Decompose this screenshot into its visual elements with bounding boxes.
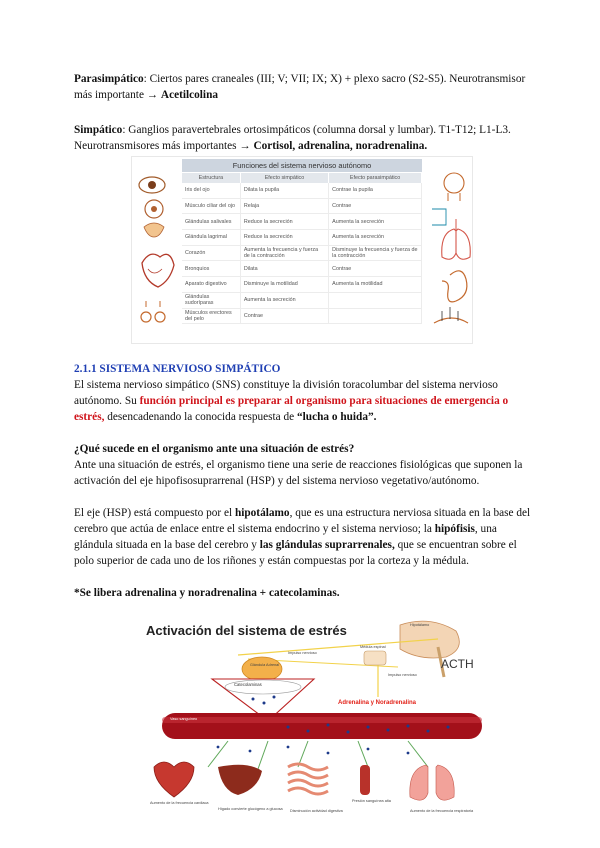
sns-lucha-o-huida: “lucha o huida”. xyxy=(297,411,377,423)
table-row xyxy=(182,198,422,214)
hsp-hipofisis: hipófisis xyxy=(434,523,475,535)
impulso2-label: Impulso nervioso xyxy=(388,673,417,677)
table-row xyxy=(182,261,422,277)
cell: Aparato digestivo xyxy=(182,277,240,293)
hsp-text-a: El eje (HSP) está compuesto por el xyxy=(74,507,235,519)
table-row xyxy=(182,308,422,324)
cell: Glándulas sudoríparas xyxy=(182,292,240,308)
cell: Iris del ojo xyxy=(182,183,240,198)
paragraph-hsp xyxy=(74,505,534,569)
sns-text-a: El sistema nervioso simpático (SNS) constituye la división toracolumbar del sistema nervioso autónomo. Su xyxy=(74,379,498,407)
glandula-label: Glándula Adrenal xyxy=(250,663,280,667)
note-text: *Se libera adrenalina y noradrenalina + catecolaminas. xyxy=(74,587,340,599)
sns-text-b: desencadenando la conocida respuesta de xyxy=(104,411,298,423)
cell: Contrae xyxy=(240,308,328,324)
cell: Aumenta la secreción xyxy=(329,230,422,246)
table-row xyxy=(182,214,422,230)
question-heading xyxy=(74,441,534,457)
cell: Relaja xyxy=(240,198,328,214)
autonomic-functions-figure xyxy=(131,156,473,344)
table-row xyxy=(182,183,422,198)
cell: Glándulas salivales xyxy=(182,214,240,230)
hsp-text-d: , una glándula situada en la base del cerebro y xyxy=(74,523,497,551)
cell: Aumenta la secreción xyxy=(329,214,422,230)
cell: Reduce la secreción xyxy=(240,230,328,246)
cell: Músculo ciliar del ojo xyxy=(182,198,240,214)
section-heading: 2.1.1 SISTEMA NERVIOSO SIMPÁTICO xyxy=(74,363,281,375)
hsp-text-e: que se encuentran sobre el polo superior de cada uno de los riñones y están compuestas por la corteza y la médula. xyxy=(74,539,517,567)
cell: Contrae la pupila xyxy=(329,183,422,198)
cell: Contrae xyxy=(329,198,422,214)
corazon-label: Aumento de la frecuencia cardiaca xyxy=(150,801,209,805)
medula-label: Médula espinal xyxy=(360,645,386,649)
vaso-label: Vaso sanguíneo xyxy=(170,717,198,721)
presion-label: Presión sanguínea alta xyxy=(352,799,391,803)
cell: Aumenta la motilidad xyxy=(329,277,422,293)
cell: Aumenta la secreción xyxy=(240,292,328,308)
table-row xyxy=(182,230,422,246)
text-parasimpatico: : Ciertos pares craneales (III; V; VII; IX; X) + plexo sacro (S2-S5). Neurotransmisor más importante → xyxy=(74,73,526,101)
organ-illustrations-right xyxy=(424,157,472,343)
table-row xyxy=(182,292,422,308)
paragraph-sns xyxy=(74,377,534,425)
cell: Músculos erectores del pelo xyxy=(182,308,240,324)
paragraph-parasimpatico xyxy=(74,71,534,103)
adrenalina-label: Adrenalina y Noradrenalina xyxy=(338,700,417,706)
cell: Dilata la pupila xyxy=(240,183,328,198)
sns-emphasis: función principal es preparar al organismo para situaciones de emergencia o estrés, xyxy=(74,395,509,423)
figure1-title: Funciones del sistema nervioso autónomo xyxy=(182,159,422,172)
cell: Disminuye la frecuencia y fuerza de la contracción xyxy=(329,245,422,261)
label-simpatico: Simpático xyxy=(74,124,123,136)
catecolaminas-label: Catecolaminas xyxy=(234,682,262,687)
cell: Reduce la secreción xyxy=(240,214,328,230)
figure2-title: Activación del sistema de estrés xyxy=(146,623,347,638)
table-row xyxy=(182,277,422,293)
cell xyxy=(329,292,422,308)
table-header-row xyxy=(182,173,422,183)
cell: Dilata xyxy=(240,261,328,277)
pulmon-label: Aumento de la frecuencia respiratoria xyxy=(410,809,474,813)
table-row xyxy=(182,245,422,261)
question-text: ¿Qué sucede en el organismo ante una situación de estrés? xyxy=(74,443,355,455)
hsp-text-c: , que es una estructura nerviosa situada en la base del cerebro que actúa de enlace entre el sistema endocrino y el sistema nervioso; la xyxy=(74,507,531,535)
acth-label: ACTH xyxy=(441,657,474,671)
cell: Aumenta la frecuencia y fuerza de la contracción xyxy=(240,245,328,261)
label-parasimpatico: Parasimpático xyxy=(74,73,144,85)
cell xyxy=(329,308,422,324)
cell: Glándula lagrimal xyxy=(182,230,240,246)
autonomic-functions-table xyxy=(182,173,422,324)
organ-illustrations-left xyxy=(132,157,180,343)
text-simpatico: : Ganglios paravertebrales ortosimpáticos (columna dorsal y lumbar). T1-T12; L1-L3. Neurotransmisores más importantes → xyxy=(74,124,511,152)
header-parasimpatico: Efecto parasimpático xyxy=(329,173,422,183)
stress-activation-figure xyxy=(138,617,500,822)
cell: Bronquios xyxy=(182,261,240,277)
hsp-hipotalamo: hipotálamo xyxy=(234,507,290,519)
hipotalamo-label: Hipotálamo xyxy=(410,623,430,627)
paragraph-simpatico xyxy=(74,122,534,154)
highlight-neurotransmisores: Cortisol, adrenalina, noradrenalina. xyxy=(253,140,428,152)
note-line xyxy=(74,585,534,601)
header-simpatico: Efecto simpático xyxy=(240,173,328,183)
cell: Corazón xyxy=(182,245,240,261)
highlight-acetilcolina: Acetilcolina xyxy=(160,89,219,101)
intestino-label: Disminución actividad digestiva xyxy=(290,809,343,813)
paragraph-stress: Ante una situación de estrés, el organismo tiene una serie de reacciones fisiológicas que suponen la activación del eje hipofisosuprarrenal (HSP) y del sistema nervioso vegetativo/autónomo. xyxy=(74,459,523,487)
higado-label: Hígado convierte glucógeno a glucosa xyxy=(218,807,283,811)
hsp-suprarrenales: las glándulas suprarrenales, xyxy=(259,539,395,551)
cell: Contrae xyxy=(329,261,422,277)
cell: Disminuye la motilidad xyxy=(240,277,328,293)
impulso-label: Impulso nervioso xyxy=(288,651,317,655)
header-estructura: Estructura xyxy=(182,173,240,183)
